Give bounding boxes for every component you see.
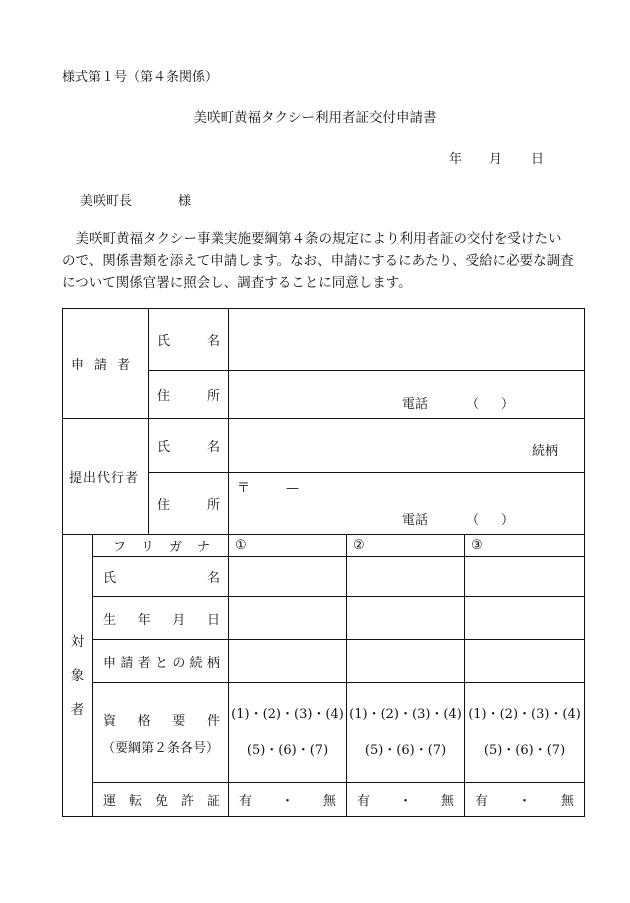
declaration-text — [62, 228, 582, 294]
birthdate-field-2[interactable] — [347, 597, 465, 640]
agent-phone: 電話 （ ） — [401, 513, 515, 528]
subject-name-label: 氏 名 — [93, 557, 229, 597]
license-options-3[interactable]: 有 ・ 無 — [465, 783, 585, 817]
qualification-label: 資 格 要 件 （要綱第２条各号） — [93, 683, 229, 783]
date-year: 年 — [449, 152, 463, 167]
date-day: 日 — [531, 152, 545, 167]
furigana-field-2[interactable]: ② — [347, 535, 465, 557]
furigana-field-1[interactable]: ① — [229, 535, 347, 557]
qualification-options-1[interactable]: (1)・(2)・(3)・(4) (5)・(6)・(7) — [229, 683, 347, 783]
applicant-address-label: 住 所 — [149, 371, 229, 419]
subject-name-field-3[interactable] — [465, 557, 585, 597]
license-no[interactable]: 無 — [440, 794, 454, 809]
applicant-name-label: 氏 名 — [149, 309, 229, 371]
agent-label: 提 出 代 行 者 — [63, 419, 149, 535]
application-form-table — [62, 308, 585, 817]
license-yes[interactable]: 有 — [475, 794, 489, 809]
postal-mark-icon: 〒 — [237, 481, 251, 496]
relationship-field-1[interactable] — [229, 640, 347, 683]
relationship-field-3[interactable] — [465, 640, 585, 683]
postal-code: 〒 — — [237, 481, 300, 496]
form-number: 様式第１号（第４条関係） — [62, 70, 219, 85]
license-yes[interactable]: 有 — [239, 794, 253, 809]
license-options-1[interactable]: 有 ・ 無 — [229, 783, 347, 817]
page-title: 美咲町黄福タクシー利用者証交付申請書 — [193, 110, 437, 126]
relationship-label: 申 請 者 と の 続 柄 — [93, 640, 229, 683]
declaration-line: ので、関係書類を添えて申請します。なお、申請にするにあたり、受給に必要な調査 — [62, 253, 574, 269]
declaration-line: について関係官署に照会し、調査することに同意します。 — [62, 275, 412, 291]
license-label: 運 転 免 許 証 — [93, 783, 229, 817]
agent-name-field[interactable] — [229, 419, 585, 473]
agent-address-field[interactable] — [229, 473, 585, 535]
relationship-field-2[interactable] — [347, 640, 465, 683]
qualification-options-3[interactable]: (1)・(2)・(3)・(4) (5)・(6)・(7) — [465, 683, 585, 783]
furigana-field-3[interactable]: ③ — [465, 535, 585, 557]
birthdate-field-3[interactable] — [465, 597, 585, 640]
addressee-name: 美咲町長 — [80, 194, 133, 209]
applicant-name-field[interactable] — [229, 309, 585, 371]
applicant-address-field[interactable] — [229, 371, 585, 419]
declaration-line: 美咲町黄福タクシー事業実施要綱第４条の規定により利用者証の交付を受けたい — [62, 231, 562, 247]
addressee — [80, 190, 191, 209]
license-options-2[interactable]: 有 ・ 無 — [347, 783, 465, 817]
agent-relation-label: 続柄 — [532, 444, 559, 459]
date-month: 月 — [489, 152, 503, 167]
applicant-label: 申 請 者 — [63, 309, 149, 419]
addressee-honorific: 様 — [178, 194, 192, 209]
furigana-label: フ リ ガ ナ — [93, 535, 229, 557]
subject-label: 対 象 者 — [63, 535, 93, 817]
agent-address-label: 住 所 — [149, 473, 229, 535]
applicant-phone: 電話 （ ） — [401, 397, 515, 412]
license-yes[interactable]: 有 — [357, 794, 371, 809]
qualification-options-2[interactable]: (1)・(2)・(3)・(4) (5)・(6)・(7) — [347, 683, 465, 783]
subject-name-field-2[interactable] — [347, 557, 465, 597]
agent-name-label: 氏 名 — [149, 419, 229, 473]
birthdate-label: 生 年 月 日 — [93, 597, 229, 640]
subject-name-field-1[interactable] — [229, 557, 347, 597]
license-no[interactable]: 無 — [322, 794, 336, 809]
birthdate-field-1[interactable] — [229, 597, 347, 640]
license-no[interactable]: 無 — [561, 794, 575, 809]
